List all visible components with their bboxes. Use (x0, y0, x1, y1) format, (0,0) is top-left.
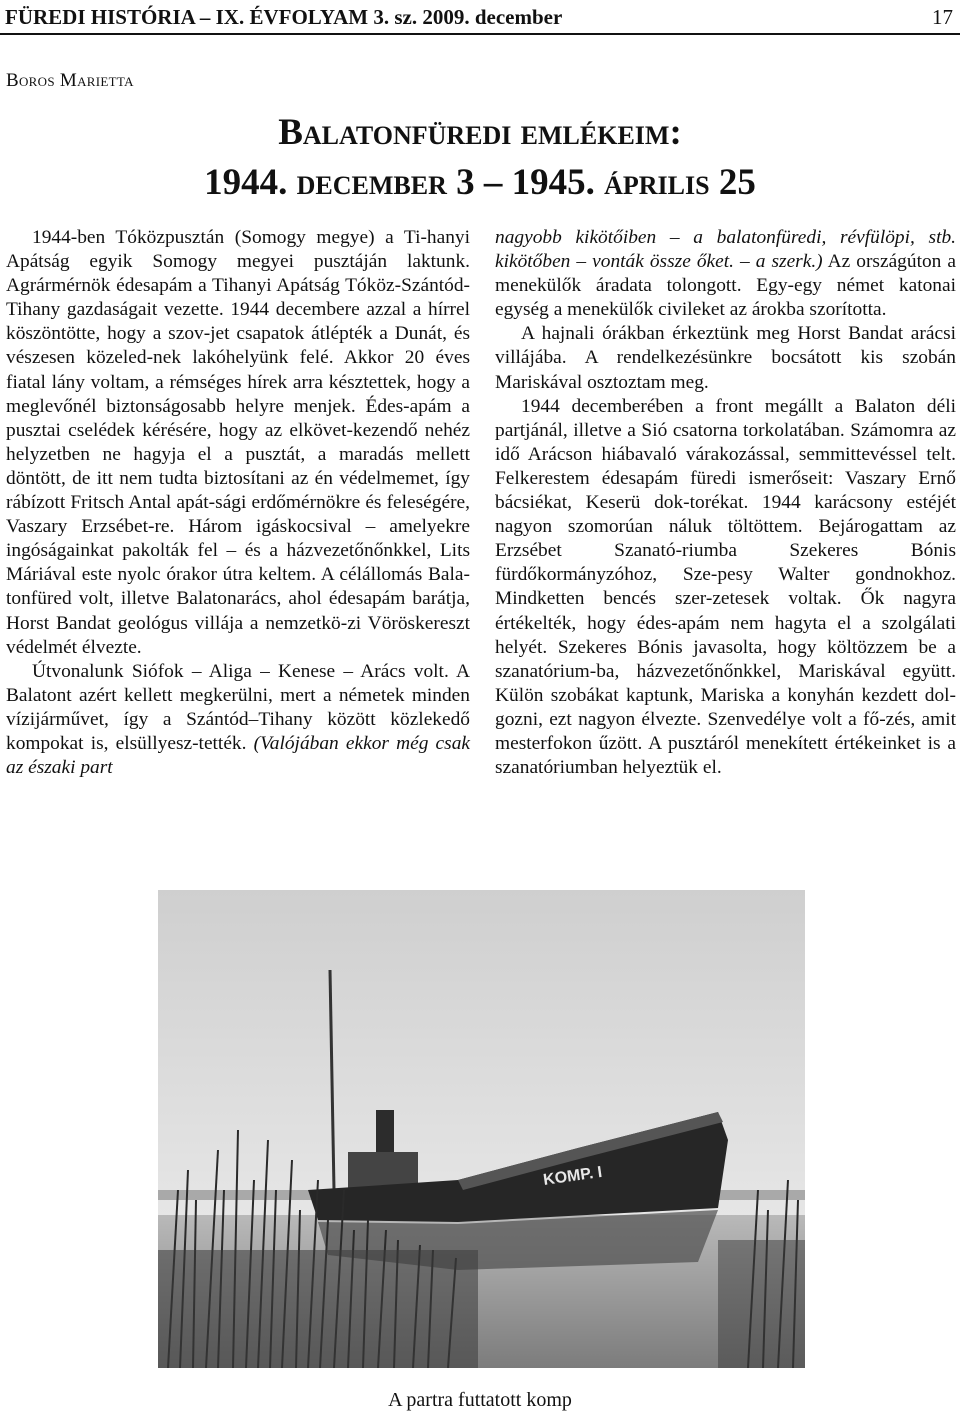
ferry-photo (158, 890, 805, 1368)
article-title (190, 108, 770, 208)
left-column (6, 226, 470, 780)
ferry-photo-illustration (158, 890, 805, 1368)
right-paragraph-3: 1944 decemberében a front megállt a Balaton déli partjánál, illetve a Sió csatorna torkolatában. Számomra az idő Arácson hiábavaló várakozással, semmittevéssel telt. Felkerestem édesapám füredi ismerőseit: Vaszary Ernő bácsiékat, Keserü dok-torékat. 1944 karácsony estéjét nagyon szomorúan náluk töltöttem. Bejárogattam az Erzsébet Szanató-riumba Szekeres Bónis fürdőkormányzóhoz, Sze-pesy Walter gondnokhoz. Mindketten bencés szer-zetesek voltak. Ők nagyra értékelték, hogy édes-apám nem hagyta el a szolgálati helyét. Szekeres Bónis javasolta, hogy költözzem be a szanatórium-ba, házvezetőnőnkkel, Mariskával együtt. Külön szobákat kaptunk, Mariska a konyhán kezdett dol-gozni, ezt nagyon élvezte. Szenvedélye volt a fő-zés, amit mesterfokon űzött. A pusztáról menekített értékeinket is a szanatóriumban helyeztük el. (495, 395, 956, 779)
right-paragraph-1 (495, 226, 956, 322)
article-title-line-2: 1944. december 3 – 1945. április 25 (204, 162, 756, 203)
editor-note-end: nagyobb kikötőiben – a balatonfüredi, révfülöpi, stb. kikötőben – vonták össze őket. – a szerk.) (495, 227, 956, 273)
article-title-line-1: Balatonfüredi emlékeim: (278, 112, 682, 153)
reed-bed (158, 1250, 478, 1368)
right-paragraph-2: A hajnali órákban érkeztünk meg Horst Bandat arácsi villájába. A rendelkezésünkre bocsátott kis szobán Mariskával osztoztam meg. (495, 323, 956, 393)
page-number: 17 (932, 5, 953, 29)
left-paragraph-2 (6, 660, 470, 780)
figure-caption: A partra futtatott komp (388, 1389, 572, 1411)
right-paragraph-1-text: Az országúton a menekülők áradata tolongott. Egy-egy német katonai egység a menekülők civileket az árokba szorította. (495, 251, 956, 321)
header-rule (0, 33, 960, 35)
left-paragraph-2-text: Útvonalunk Siófok – Aliga – Kenese – Arács volt. A Balatont azért kellett megkerülni, mert a németek minden vízijárművet, így a Szántód–Tihany között közlekedő kompokat is, elsüllyesz-tették. (6, 660, 470, 754)
journal-running-title: FÜREDI HISTÓRIA – IX. ÉVFOLYAM 3. sz. 2009. december (5, 5, 563, 29)
editor-note-start: (Valójában ekkor még csak az északi part (6, 732, 470, 779)
article-author: Boros Marietta (6, 70, 134, 91)
reed-bed-right (718, 1240, 805, 1368)
right-column (495, 226, 956, 780)
running-header (5, 4, 955, 32)
ferry-name-label: KOMP. I (542, 1163, 604, 1189)
left-paragraph-1: 1944-ben Tóközpusztán (Somogy megye) a Ti-hanyi Apátság egyik Somogy megyei pusztáján laktunk. Agrármérnök édesapám a Tihanyi Apátság Tóköz-Szántód-Tihany gazdaságait vezette. 1944 decembere azzal a hírrel köszöntötte, hogy a szov-jet csapatok átlépték a Dunát, és vészesen közeled-nek lakóhelyünk felé. Akkor 20 éves fiatal lány voltam, a rémséges hírek arra késztettek, hogy a meglevőnél biztonságosabb helyre menjek. Édes-apám a pusztai cselédek kérésére, hogy az elkövet-kezendő nehéz helyzetben ne hagyja el a pusztát, a maradás mellett döntött, de itt nem tudta biztosítani az én védelmemet, így rábízott Fritsch Antal apát-sági erdőmérnökre és feleségére, Vaszary Erzsébet-re. Három igáskocsival – amelyekre ingóságainkat pakolták fel – és a házvezetőnőnkkel, Lits Máriával este nyolc órakor útra keltem. A célállomás Bala-tonfüred volt, illetve Balatonarács, ahol édesapám barátja, Horst Bandat geológus villája a nemzetkö-zi Vöröskereszt védelmét élvezte. (6, 227, 470, 658)
